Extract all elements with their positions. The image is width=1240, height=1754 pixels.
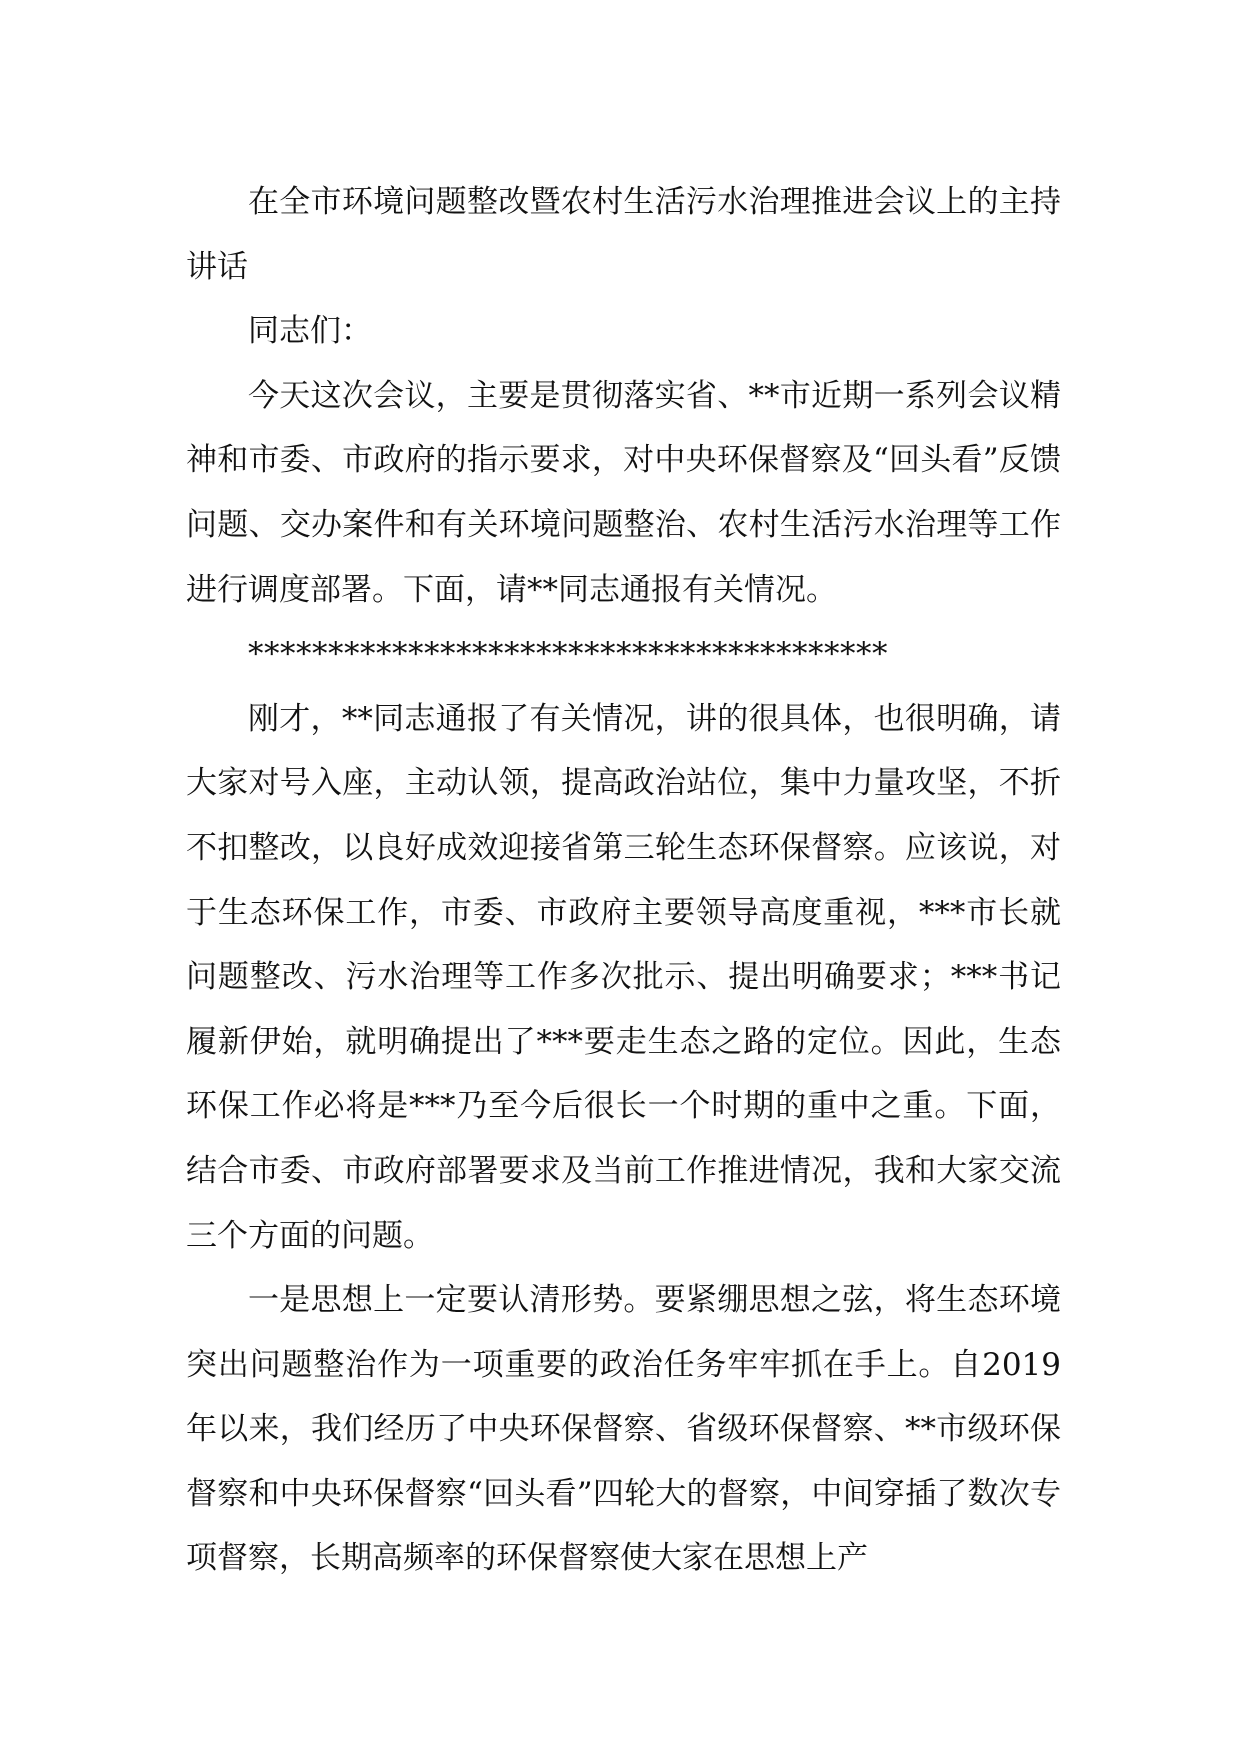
separator-line: **************************************** [248, 636, 888, 673]
paragraph-point-one: 一是思想上一定要认清形势。要紧绷思想之弦，将生态环境突出问题整治作为一项重要的政治任务牢牢抓在手上。自2019年以来，我们经历了中央环保督察、省级环保督察、**市级环保督察和中央环保督察“回头看”四轮大的督察，中间穿插了数次专项督察，长期高频率的环保督察使大家在思想上产 [186, 1282, 1061, 1577]
salutation: 同志们： [248, 313, 372, 350]
paragraph-opening: 今天这次会议，主要是贯彻落实省、**市近期一系列会议精神和市委、市政府的指示要求，对中央环保督察及“回头看”反馈问题、交办案件和有关环境问题整治、农村生活污水治理等工作进行调度部署。下面，请**同志通报有关情况。 [186, 377, 1061, 608]
document-page [186, 170, 1061, 1591]
paragraph-remarks: 刚才，**同志通报了有关情况，讲的很具体，也很明确，请大家对号入座，主动认领，提高政治站位，集中力量攻坚，不折不扣整改，以良好成效迎接省第三轮生态环保督察。应该说，对于生态环保工作，市委、市政府主要领导高度重视，***市长就问题整改、污水治理等工作多次批示、提出明确要求；***书记履新伊始，就明确提出了***要走生态之路的定位。因此，生态环保工作必将是***乃至今后很长一个时期的重中之重。下面，结合市委、市政府部署要求及当前工作推进情况，我和大家交流三个方面的问题。 [186, 700, 1061, 1254]
document-title: 在全市环境问题整改暨农村生活污水治理推进会议上的主持讲话 [186, 184, 1061, 285]
